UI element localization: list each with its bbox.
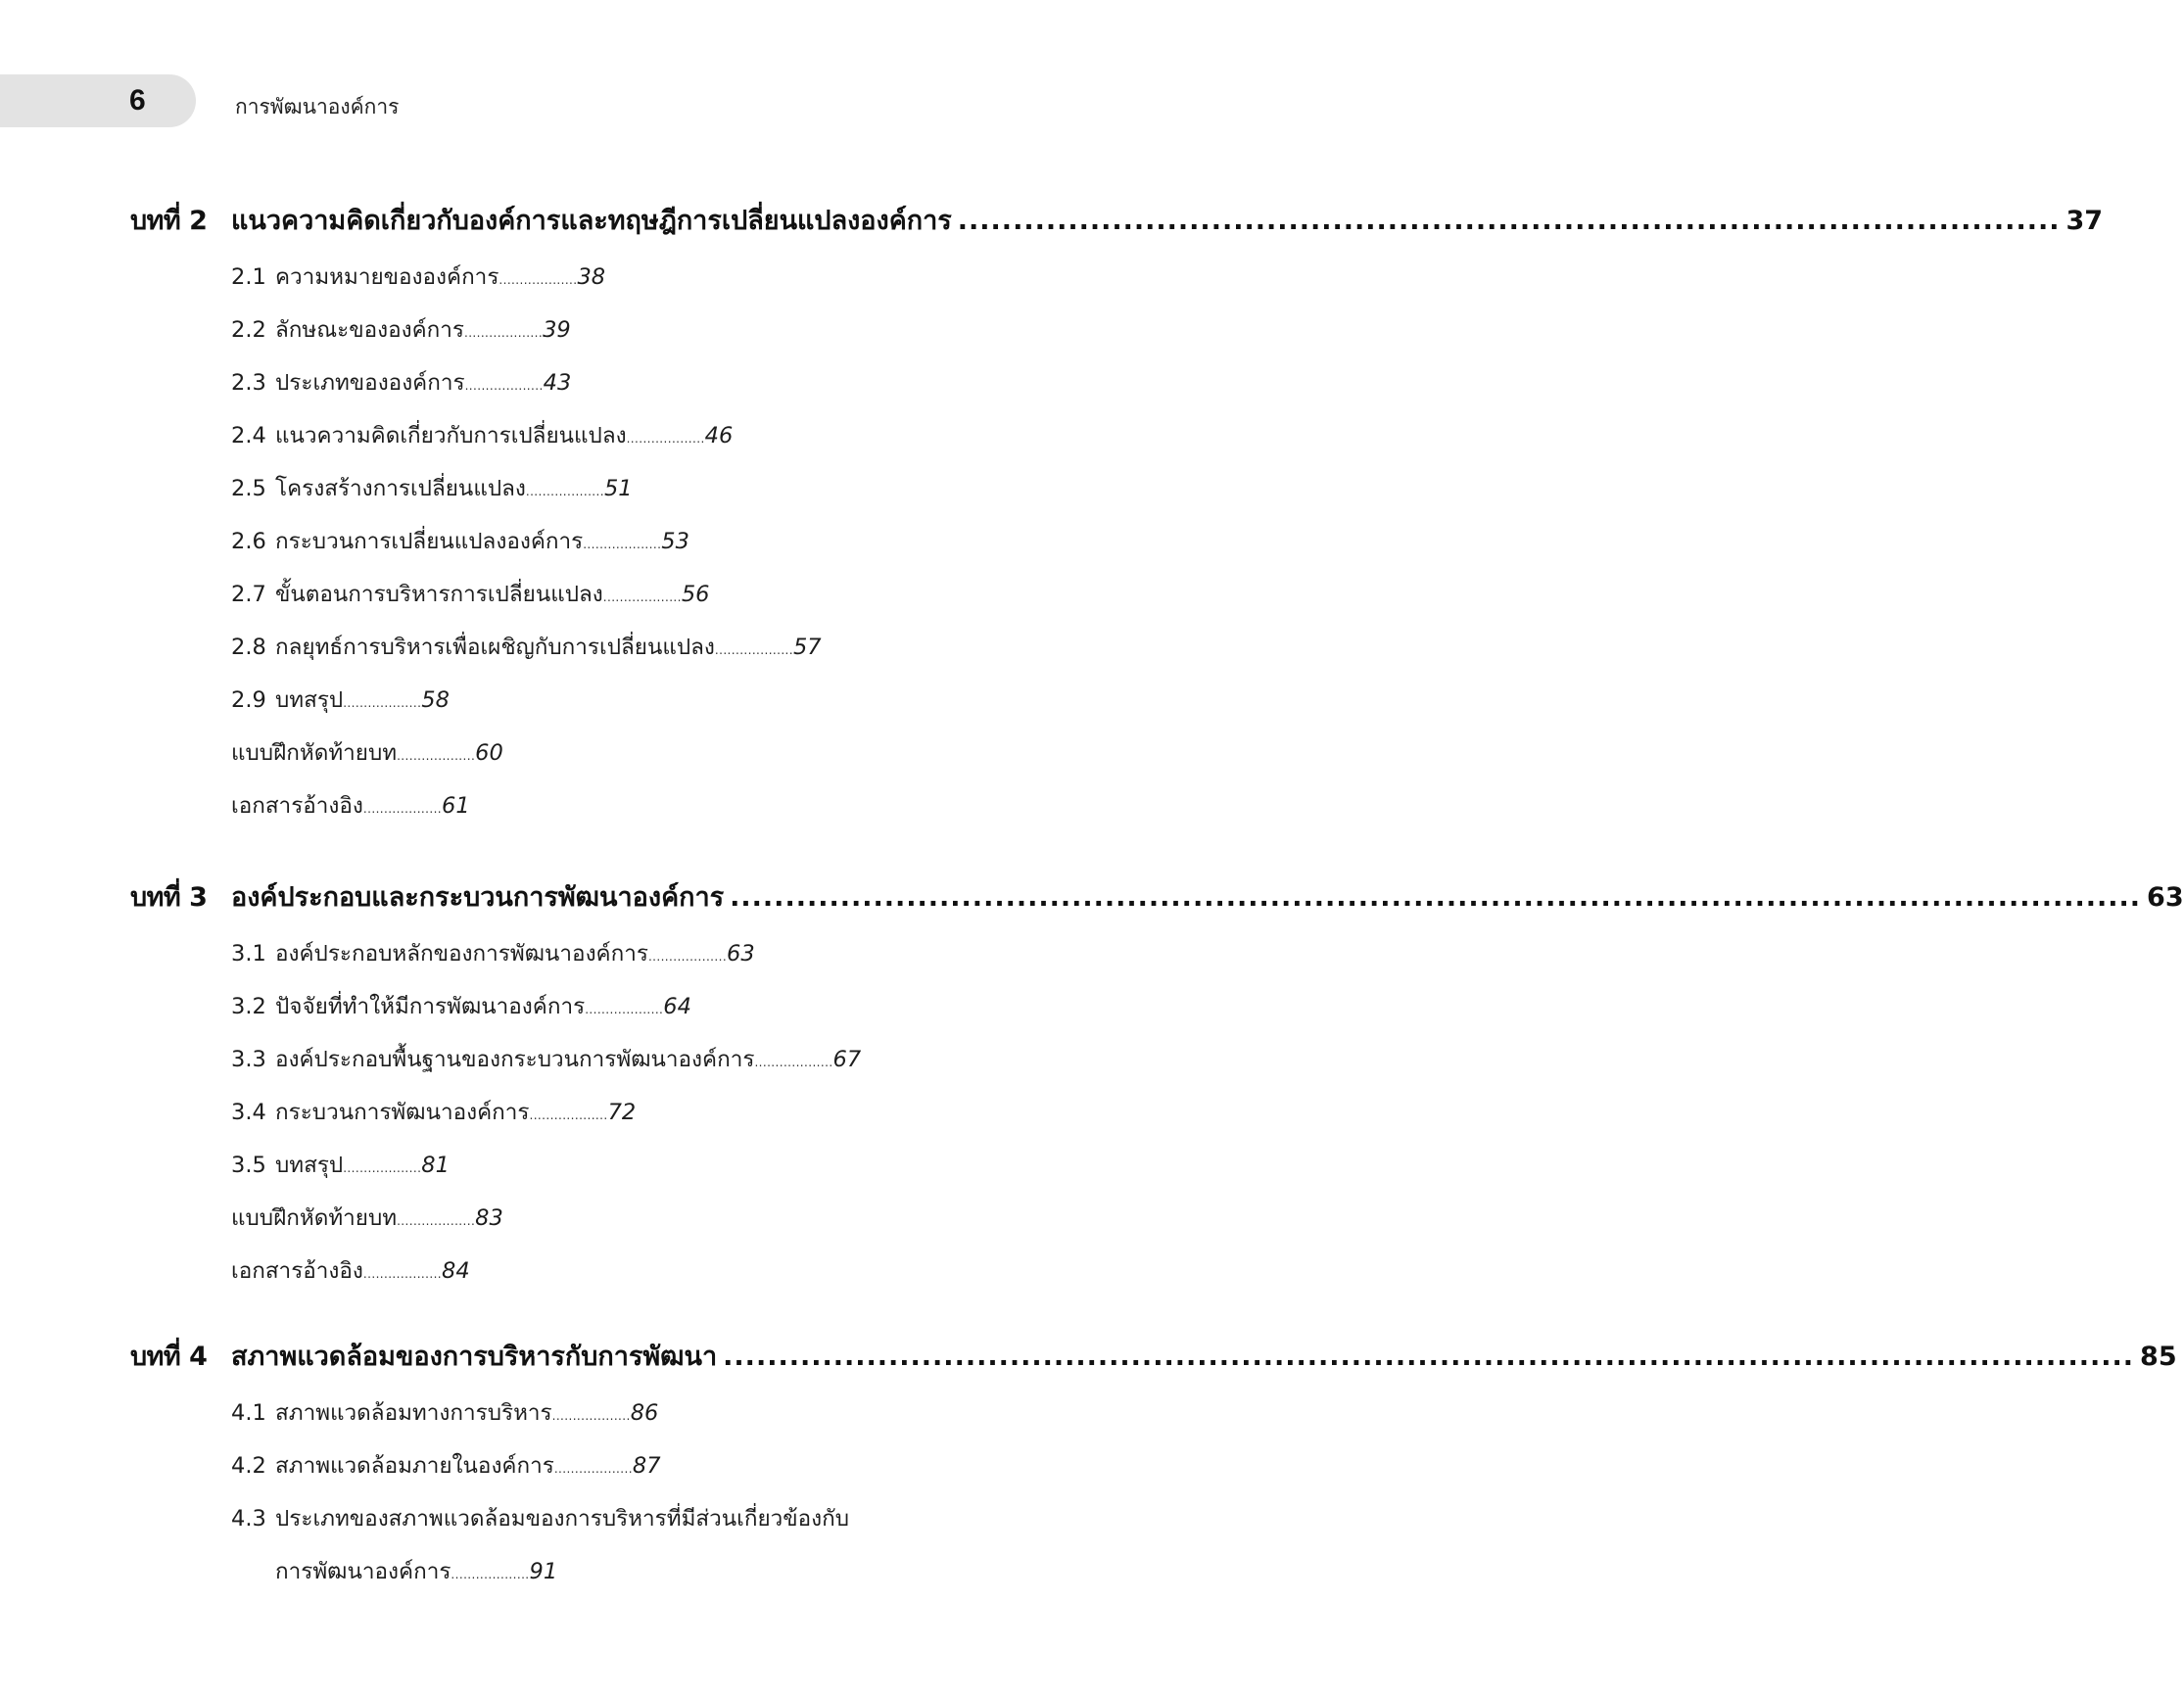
chapter-title: แนวความคิดเกี่ยวกับองค์การและทฤษฎีการเปลี่ยนแปลงองค์การ (231, 206, 952, 236)
entry-page: 63 (727, 941, 755, 966)
toc-entry[interactable] (231, 1252, 470, 1288)
toc-entry[interactable] (231, 629, 822, 664)
entry-number: 2.2 (231, 317, 266, 343)
entry-page: 56 (681, 582, 710, 607)
entry-title: องค์ประกอบหลักของการพัฒนาองค์การ (275, 941, 648, 966)
chapter-title: องค์ประกอบและกระบวนการพัฒนาองค์การ (231, 882, 725, 913)
entry-title: ประเภทขององค์การ (275, 370, 465, 396)
chapter-heading[interactable] (130, 875, 2184, 918)
entry-number: 3.5 (231, 1153, 266, 1178)
entry-page: 87 (632, 1453, 661, 1479)
dot-leader: ................... (451, 1568, 530, 1581)
entry-number: 2.1 (231, 264, 266, 290)
entry-title: บทสรุป (275, 1153, 344, 1178)
entry-number: 3.3 (231, 1047, 266, 1072)
dot-leader: ................... (464, 379, 544, 393)
entry-number: 2.6 (231, 529, 266, 554)
dot-leader: ................... (551, 1409, 631, 1423)
dot-leader: ................... (362, 1267, 442, 1281)
chapter-page: 85 (2140, 1342, 2177, 1372)
dot-leader: ................... (343, 696, 422, 710)
entry-number: 4.1 (231, 1400, 266, 1426)
entry-page: 84 (442, 1258, 470, 1284)
dot-leader: ................... (397, 749, 476, 763)
entry-number: 4.2 (231, 1453, 266, 1479)
entry-title: องค์ประกอบพื้นฐานของกระบวนการพัฒนาองค์การ (275, 1047, 755, 1072)
dot-leader: ................... (525, 485, 604, 498)
entry-title: โครงสร้างการเปลี่ยนแปลง (275, 476, 526, 501)
entry-page: 38 (577, 264, 606, 290)
dot-leader: ................... (343, 1161, 422, 1175)
toc-entry[interactable] (231, 311, 571, 347)
toc-entry[interactable] (231, 523, 689, 558)
dot-leader: .................................................................................................... (957, 206, 2061, 236)
entry-page: 53 (661, 529, 689, 554)
toc-entry[interactable] (231, 1500, 849, 1535)
entry-number: 2.9 (231, 687, 266, 713)
chapter-page: 37 (2065, 206, 2104, 236)
entry-number: 2.5 (231, 476, 266, 501)
entry-page: 83 (475, 1205, 503, 1231)
entry-title: สภาพแวดล้อมภายในองค์การ (275, 1453, 554, 1479)
entry-title: กระบวนการเปลี่ยนแปลงองค์การ (275, 529, 584, 554)
dot-leader: ................... (553, 1462, 633, 1476)
dot-leader: ................... (626, 432, 705, 446)
dot-leader: ................... (463, 326, 544, 340)
entry-title: ลักษณะขององค์การ (275, 317, 464, 343)
toc-entry[interactable] (231, 1041, 861, 1076)
entry-title: สภาพแวดล้อมทางการบริหาร (275, 1400, 552, 1426)
entry-title: บทสรุป (275, 687, 344, 713)
toc-entry[interactable] (231, 1447, 661, 1483)
entry-page: 91 (529, 1559, 558, 1584)
toc-entry[interactable] (231, 1200, 503, 1235)
entry-page: 64 (663, 994, 691, 1019)
toc-entry[interactable] (231, 417, 733, 452)
entry-page: 61 (442, 793, 470, 819)
dot-leader: ................... (585, 1003, 664, 1016)
entry-title: กลยุทธ์การบริหารเพื่อเผชิญกับการเปลี่ยนแปลง (275, 635, 715, 660)
dot-leader: ................... (602, 590, 682, 604)
dot-leader: ................... (529, 1108, 608, 1122)
chapter-label: บทที่ 3 (130, 882, 208, 913)
entry-title: ปัจจัยที่ทำให้มีการพัฒนาองค์การ (275, 994, 586, 1019)
chapter-title: สภาพแวดล้อมของการบริหารกับการพัฒนา (231, 1342, 718, 1372)
toc-entry[interactable] (231, 259, 605, 294)
running-title: การพัฒนาองค์การ (235, 95, 400, 118)
dot-leader: ................... (647, 950, 728, 964)
dot-leader: ................... (499, 273, 578, 287)
entry-page: 67 (832, 1047, 862, 1072)
entry-number: 3.1 (231, 941, 266, 966)
dot-leader: ................... (714, 643, 793, 657)
chapter-page: 63 (2147, 882, 2184, 913)
page-number-tab (0, 74, 196, 127)
entry-page: 58 (421, 687, 450, 713)
entry-title: กระบวนการพัฒนาองค์การ (275, 1100, 530, 1125)
entry-title: แนวความคิดเกี่ยวกับการเปลี่ยนแปลง (275, 423, 627, 448)
toc-entry[interactable] (231, 1394, 658, 1430)
entry-page: 39 (543, 317, 571, 343)
entry-number: 3.2 (231, 994, 266, 1019)
entry-title-continuation: การพัฒนาองค์การ (275, 1559, 451, 1584)
toc-entry[interactable] (231, 1094, 636, 1129)
entry-title: แบบฝึกหัดท้ายบท (231, 1205, 398, 1231)
entry-number: 2.7 (231, 582, 266, 607)
toc-entry[interactable] (231, 734, 503, 770)
entry-title: ความหมายขององค์การ (275, 264, 499, 290)
page-number: 6 (129, 84, 146, 117)
chapter-heading[interactable] (130, 1335, 2177, 1377)
toc-entry[interactable] (231, 682, 450, 717)
entry-number: 2.4 (231, 423, 266, 448)
entry-page: 72 (607, 1100, 637, 1125)
toc-entry[interactable] (231, 576, 709, 611)
chapter-label: บทที่ 4 (130, 1342, 208, 1372)
chapter-label: บทที่ 2 (130, 206, 208, 236)
entry-title: ประเภทของสภาพแวดล้อมของการบริหารที่มีส่วนเกี่ยวข้องกับ (275, 1506, 850, 1532)
entry-page: 81 (421, 1153, 450, 1178)
toc-entry[interactable] (231, 364, 571, 400)
entry-page: 43 (543, 370, 572, 396)
toc-entry[interactable] (231, 988, 691, 1023)
entry-number: 2.3 (231, 370, 266, 396)
entry-page: 60 (475, 740, 503, 766)
entry-number: 3.4 (231, 1100, 266, 1125)
chapter-heading[interactable] (130, 199, 2104, 241)
toc-entry[interactable] (231, 787, 470, 823)
toc-entry[interactable] (231, 1147, 450, 1182)
entry-title: ขั้นตอนการบริหารการเปลี่ยนแปลง (275, 582, 603, 607)
toc-entry[interactable] (231, 470, 633, 505)
entry-title: แบบฝึกหัดท้ายบท (231, 740, 398, 766)
entry-title: เอกสารอ้างอิง (231, 1258, 363, 1284)
dot-leader: ................................................................................................................................ (723, 1342, 2135, 1372)
entry-number: 4.3 (231, 1506, 266, 1532)
dot-leader: ................... (362, 802, 442, 816)
toc-entry-continuation[interactable] (275, 1553, 557, 1588)
entry-number: 2.8 (231, 635, 266, 660)
entry-page: 51 (603, 476, 633, 501)
entry-page: 86 (630, 1400, 659, 1426)
dot-leader: ................................................................................................................................ (730, 882, 2142, 913)
dot-leader: ................... (583, 538, 662, 551)
dot-leader: ................... (754, 1056, 833, 1069)
entry-page: 57 (792, 635, 822, 660)
dot-leader: ................... (397, 1214, 476, 1228)
entry-title: เอกสารอ้างอิง (231, 793, 363, 819)
entry-page: 46 (704, 423, 734, 448)
toc-entry[interactable] (231, 935, 755, 970)
